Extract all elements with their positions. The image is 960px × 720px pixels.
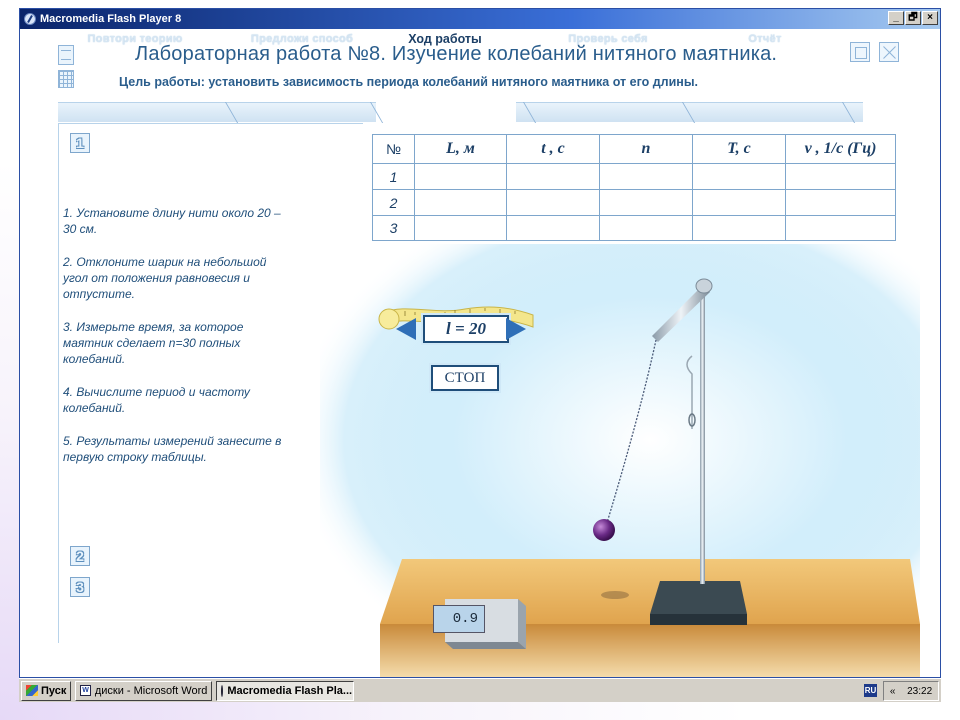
step-2-button[interactable]: 2 bbox=[70, 546, 90, 566]
page-title: Лабораторная работа №8. Изучение колебаний нитяного маятника. bbox=[135, 43, 778, 65]
taskbar-item-label: Macromedia Flash Pla... bbox=[227, 684, 353, 697]
start-button[interactable] bbox=[21, 681, 71, 701]
table-cell[interactable] bbox=[786, 190, 896, 216]
table-cell[interactable] bbox=[507, 190, 600, 216]
stop-button[interactable]: СТОП bbox=[431, 365, 499, 391]
column-header: L, м bbox=[415, 135, 507, 164]
close-button[interactable]: × bbox=[922, 11, 938, 25]
stopwatch-display: 0.9 bbox=[433, 605, 485, 633]
tab-theory[interactable]: Повтори теорию bbox=[87, 33, 183, 45]
column-header: T, с bbox=[693, 135, 786, 164]
table-header-row bbox=[373, 135, 896, 164]
table-cell[interactable] bbox=[786, 164, 896, 190]
instruction-item: 4. Вычислите период и частоту колебаний. bbox=[63, 385, 250, 415]
row-number: 3 bbox=[373, 216, 415, 241]
step-1-button[interactable]: 1 bbox=[70, 133, 90, 153]
table-cell[interactable] bbox=[507, 216, 600, 241]
title-bar[interactable] bbox=[20, 9, 940, 29]
calculator-icon[interactable] bbox=[58, 70, 74, 88]
table-row bbox=[373, 164, 896, 190]
tab-report[interactable]: Отчёт bbox=[748, 33, 782, 45]
windows-flag-icon bbox=[26, 685, 38, 696]
system-tray bbox=[883, 681, 939, 701]
start-label: Пуск bbox=[41, 684, 67, 697]
flash-app-icon bbox=[221, 685, 223, 697]
table-cell[interactable] bbox=[415, 164, 507, 190]
taskbar-item-flash[interactable] bbox=[216, 681, 354, 701]
tab-self-check[interactable]: Проверь себя bbox=[568, 33, 648, 45]
tab-procedure[interactable]: Ход работы bbox=[408, 32, 482, 46]
column-header: t , с bbox=[507, 135, 600, 164]
word-document-icon: W bbox=[82, 687, 89, 694]
table-cell[interactable] bbox=[600, 190, 693, 216]
column-header: n bbox=[600, 135, 693, 164]
flash-player-window bbox=[19, 8, 941, 678]
column-header: ν , 1/с (Гц) bbox=[786, 135, 896, 164]
clock[interactable]: 23:22 bbox=[907, 685, 933, 697]
language-indicator[interactable]: RU bbox=[864, 686, 877, 695]
window-controls bbox=[888, 11, 938, 25]
instruction-item: 5. Результаты измерений занесите в первую строку таблицы. bbox=[63, 434, 282, 464]
window-title: Macromedia Flash Player 8 bbox=[40, 13, 182, 25]
page-goal: Цель работы: установить зависимость периода колебаний нитяного маятника от его длины. bbox=[119, 75, 699, 89]
table-cell[interactable] bbox=[415, 216, 507, 241]
table-cell[interactable] bbox=[600, 216, 693, 241]
instruction-item: 2. Отклоните шарик на небольшой угол от положения равновесия и отпустите. bbox=[63, 255, 267, 301]
table-cell[interactable] bbox=[786, 216, 896, 241]
column-header: № bbox=[373, 135, 415, 164]
table-cell[interactable] bbox=[600, 164, 693, 190]
taskbar-item-label: диски - Microsoft Word bbox=[94, 684, 208, 697]
table-row bbox=[373, 190, 896, 216]
step-3-button[interactable]: 3 bbox=[70, 577, 90, 597]
instruction-item: 3. Измерьте время, за которое маятник сделает n=30 полных колебаний. bbox=[63, 320, 244, 366]
table-row bbox=[373, 216, 896, 241]
row-number: 2 bbox=[373, 190, 415, 216]
tab-suggest-method[interactable]: Предложи способ bbox=[250, 33, 354, 45]
results-table bbox=[372, 134, 896, 241]
flash-app-icon bbox=[24, 13, 36, 25]
fullscreen-icon[interactable] bbox=[850, 42, 870, 62]
tray-expand-icon[interactable]: « bbox=[889, 685, 896, 697]
table-cell[interactable] bbox=[693, 190, 786, 216]
table-cell[interactable] bbox=[415, 190, 507, 216]
table-cell[interactable] bbox=[693, 164, 786, 190]
increase-length-arrow-icon[interactable] bbox=[506, 318, 526, 340]
table-cell[interactable] bbox=[693, 216, 786, 241]
taskbar-item-word[interactable] bbox=[75, 681, 212, 701]
table-cell[interactable] bbox=[507, 164, 600, 190]
row-number: 1 bbox=[373, 164, 415, 190]
close-lab-icon[interactable] bbox=[879, 42, 899, 62]
length-value-field: l = 20 bbox=[423, 315, 509, 343]
decrease-length-arrow-icon[interactable] bbox=[396, 318, 416, 340]
instruction-list bbox=[63, 205, 293, 482]
flash-stage bbox=[20, 29, 940, 678]
taskbar bbox=[19, 678, 941, 702]
instruction-item: 1. Установите длину нити около 20 – 30 см. bbox=[63, 206, 281, 236]
maximize-button[interactable]: 🗗 bbox=[905, 11, 921, 25]
minimize-button[interactable]: _ bbox=[888, 11, 904, 25]
active-tab-background bbox=[376, 102, 516, 123]
